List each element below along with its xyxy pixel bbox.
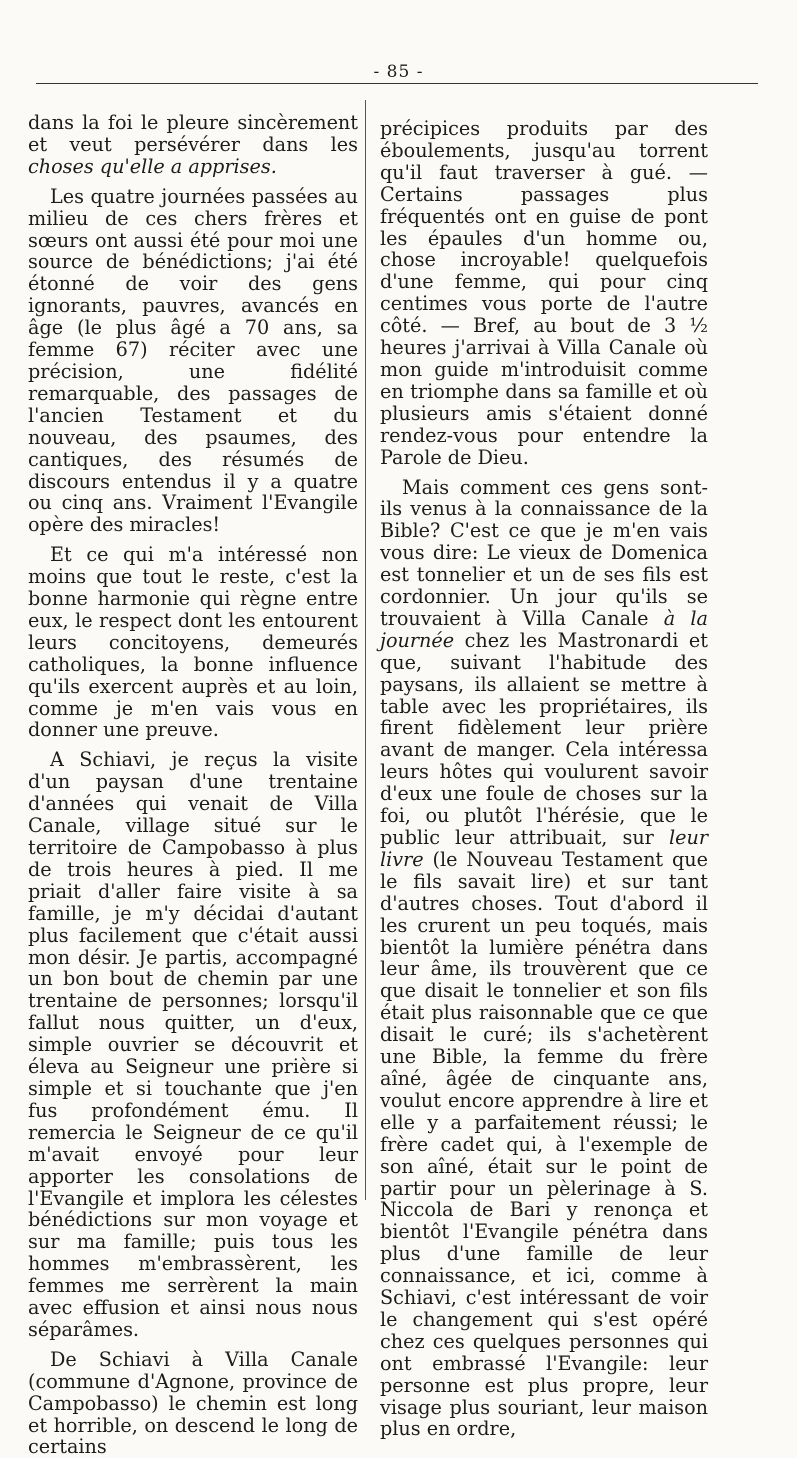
paragraph-text: dans la foi le pleure sincèrement et veut persévérer dans les <box>28 111 358 156</box>
paragraph-text: chez les Mastronardi et que, suivant l'habitude des paysans, ils allaient se mettre à table avec les propriétaires, ils firent fidèlement leur prière avant de manger. Cela intéressa leurs hôtes qui voulurent savoir d'eux une foule de choses sur la foi, ou plutôt l'hérésie, que le public leur attribuait, sur <box>380 628 708 849</box>
paragraph <box>380 477 708 1441</box>
paragraph-text: (le Nouveau Testament que le fils savait lire) et sur tant d'autres choses. Tout d'abord il les crurent un peu toqués, mais bientôt la lumière pénétra dans leur âme, ils trouvèrent que ce que disait le tonnelier et son fils était plus raisonnable que ce que disait le curé; ils s'achetèrent une Bible, la femme du frère aîné, âgée de cinquante ans, voulut encore apprendre à lire et elle y a parfaitement réussi; le frère cadet qui, à l'exemple de son aîné, était sur le point de partir pour un pèlerinage à S. Niccola de Bari y renonça et bientôt l'Evangile pénétra dans plus d'une famille de leur connaissance, et ici, comme à Schiavi, c'est intéressant de voir le changement qui s'est opéré chez ces quelques personnes qui ont embrassé l'Evangile: leur personne est plus propre, leur visage plus souriant, leur maison plus en ordre, <box>380 847 708 1441</box>
paragraph: précipices produits par des éboulements, jusqu'au torrent qu'il faut traverser à gué. — Certains passages plus fréquentés ont en guise de pont les épaules d'un homme ou, chose incroyable! quelquefois d'une femme, qui pour cinq centimes vous porte de l'autre côté. — Bref, au bout de 3 ½ heures j'arrivai à Villa Canale où mon guide m'introduisit comme en triomphe dans sa famille et où plusieurs amis s'étaient donné rendez-vous pour entendre la Parole de Dieu. <box>380 117 708 469</box>
paragraph-emphasis: choses qu'elle a apprises. <box>28 154 277 178</box>
paragraph-emphasis: à la journée <box>380 606 708 652</box>
paragraph: A Schiavi, je reçus la visite d'un paysan d'une trentaine d'années qui venait de Villa Canale, village situé sur le territoire de Campobasso à plus de trois heures à pied. Il me priait d'aller faire visite à sa famille, je m'y décidai d'autant plus facilement que c'était aussi mon désir. Je partis, accompagné un bon bout de chemin par une trentaine de personnes; lorsqu'il fallut nous quitter, un d'eux, simple ouvrier se découvrit et éleva au Seigneur une prière si simple et si touchante que j'en fus profondément ému. Il remercia le Seigneur de ce qu'il m'avait envoyé pour leur apporter les consolations de l'Evangile et implora les célestes bénédictions sur mon voyage et sur ma famille; puis tous les hommes m'embrassèrent, les femmes me serrèrent la main avec effusion et ainsi nous nous séparâmes. <box>28 748 358 1341</box>
paragraph: Et ce qui m'a intéressé non moins que tout le reste, c'est la bonne harmonie qui règne entre eux, le respect dont les entourent leurs concitoyens, demeurés catholiques, la bonne influence qu'ils exercent auprès et au loin, comme je m'en vais vous en donner une preuve. <box>28 543 358 742</box>
left-column <box>28 112 358 1458</box>
page-number: - 85 - <box>373 62 424 82</box>
paragraph-emphasis: leur livre <box>380 826 708 871</box>
paragraph: Les quatre journées passées au milieu de ces chers frères et sœurs ont aussi été pour moi une source de bénédictions; j'ai été étonné de voir des gens ignorants, pauvres, avancés en âge (le plus âgé a 70 ans, sa femme 67) réciter avec une précision, une fidélité remarquable, des passages de l'ancien Testament et du nouveau, des psaumes, des cantiques, des résumés de discours entendus il y a quatre ou cinq ans. Vraiment l'Evangile opère des miracles! <box>28 184 358 537</box>
paragraph <box>28 112 358 178</box>
right-column <box>380 118 708 1440</box>
header-rule <box>36 83 758 84</box>
column-divider <box>365 100 366 1200</box>
paragraph-text: Mais comment ces gens sont-ils venus à la connaissance de la Bible? C'est ce que je m'en vais vous dire: Le vieux de Domenica est tonnelier et un de ses fils est cordonnier. Un jour qu'ils se trouvaient à Villa Canale <box>380 475 708 630</box>
paragraph: De Schiavi à Villa Canale (commune d'Agnone, province de Campobasso) le chemin est long et horrible, on descend le long de certains <box>28 1347 358 1458</box>
